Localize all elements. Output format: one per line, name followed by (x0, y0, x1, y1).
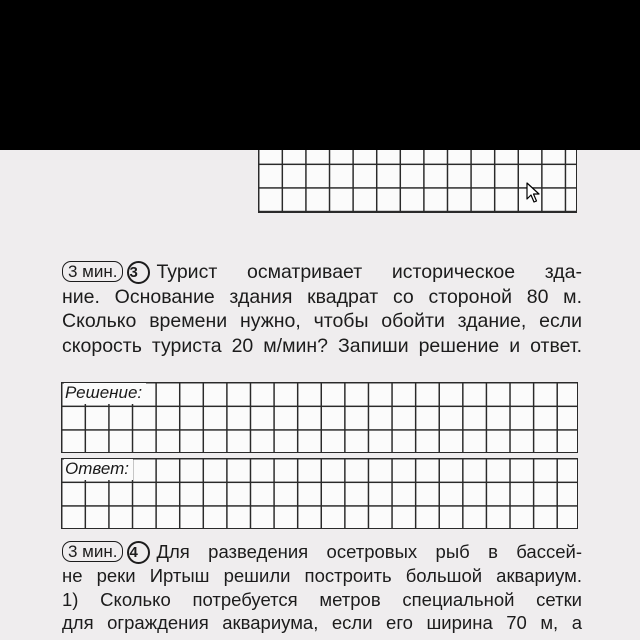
time-badge: 3 мин. (62, 261, 123, 282)
task-3-line-4: скорость туриста 20 м/мин? Запиши решение и ответ. (62, 334, 582, 357)
task-4 (62, 540, 582, 635)
mouse-cursor-icon (526, 182, 542, 204)
task-3-line-1: 3 мин. 3 Турист осматривает историческое зда- (62, 260, 582, 285)
task-number-badge: 3 (127, 261, 150, 284)
task-3-line-3: Сколько времени нужно, чтобы обойти здание, если (62, 310, 582, 332)
task-3 (62, 260, 582, 358)
task-4-line-3: 1) Сколько потребуется метров специальной сетки (62, 588, 582, 610)
task-3-line-2: ние. Основание здания квадрат со стороной 80 м. (62, 285, 582, 308)
solution-grid[interactable] (61, 382, 578, 453)
task-4-line-2: не реки Иртыш решили построить большой аквариум. (62, 565, 582, 586)
solution-label: Решение: (64, 383, 146, 404)
answer-label: Ответ: (64, 459, 133, 480)
answer-grid[interactable] (61, 458, 578, 529)
task-number-badge: 4 (127, 541, 150, 564)
time-badge: 3 мин. (62, 541, 123, 562)
task-4-line-4: для ограждения аквариума, если его ширина 70 м, а (62, 612, 582, 633)
worksheet-page (0, 150, 640, 640)
task-4-line-1: 3 мин. 4 Для разведения осетровых рыб в бассей- (62, 540, 582, 564)
